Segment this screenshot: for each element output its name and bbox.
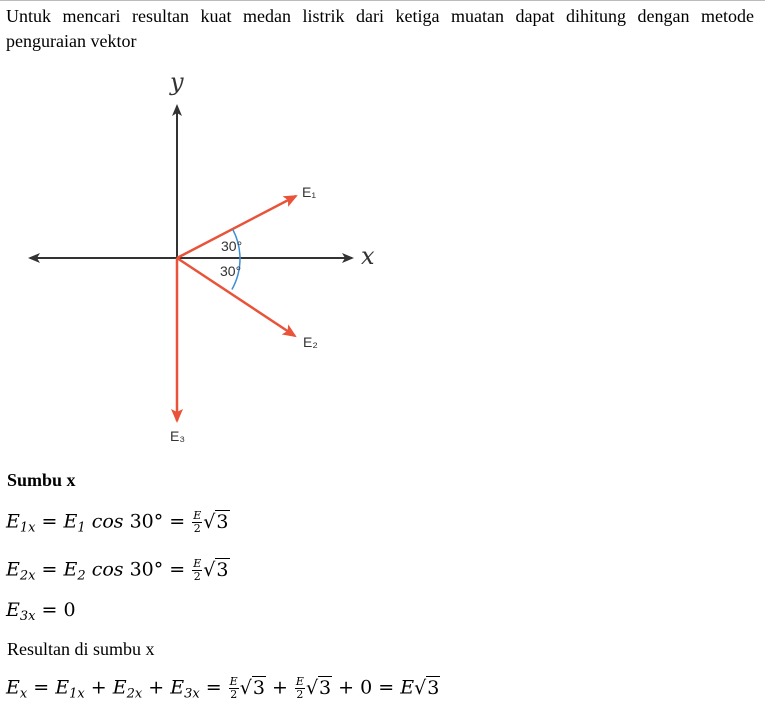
equation-e1x: $E_{1x} = E_1$ cos 30° = $\frac{E}{2}$ √3 (6, 509, 229, 536)
vector-e3-label: E₃ (170, 428, 186, 444)
section-heading: Sumbu x (7, 470, 76, 490)
equation-result: $E_x = E_{1x} + E_{2x} + E_{3x}$ = $\frac{E}{2}$ √3 + $\frac{E}{2}$ √3 + 0 = E√3 (6, 675, 440, 702)
fraction: $\frac{E}{2}$ (229, 675, 238, 701)
square-root: √3 (239, 676, 265, 699)
vector-e2-label: E₂ (303, 334, 318, 350)
angle-label-lower: 30° (220, 263, 242, 279)
square-root: √3 (203, 510, 229, 533)
fraction: $\frac{E}{2}$ (295, 675, 304, 701)
square-root: √3 (305, 676, 332, 699)
square-root: √3 (203, 558, 229, 581)
x-axis-label: x (361, 242, 375, 270)
y-axis-label: y (170, 68, 184, 96)
equation-e2x: $E_{2x} = E_2$ cos 30° = $\frac{E}{2}$ √3 (6, 557, 229, 584)
fraction: $\frac{E}{2}$ (193, 509, 202, 535)
result-heading: Resultan di sumbu x (7, 639, 155, 659)
equation-e3x: $E_{3x} = 0$ (6, 599, 76, 624)
square-root: √3 (414, 676, 440, 699)
vector-e1-label: E₁ (302, 184, 317, 200)
fraction: $\frac{E}{2}$ (193, 557, 202, 583)
intro-paragraph: Untuk mencari resultan kuat medan listrik dari ketiga muatan dapat dihitung dengan metode penguraian vektor (6, 6, 754, 51)
angle-label-upper: 30° (221, 238, 243, 254)
